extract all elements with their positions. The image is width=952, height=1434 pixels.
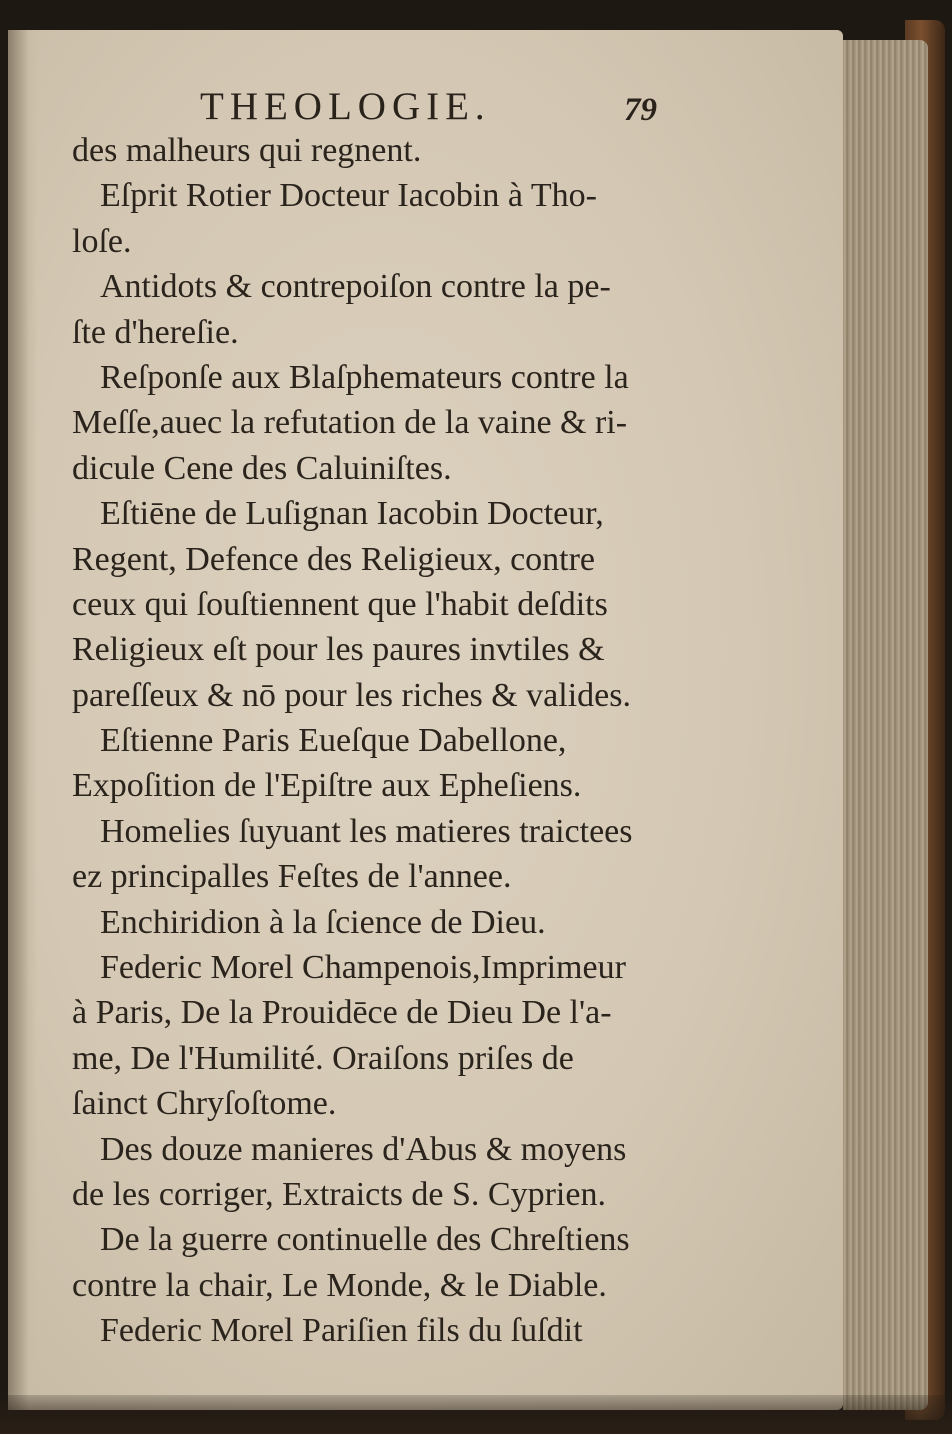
text-line: Eſtienne Paris Eueſque Dabellone, — [100, 722, 567, 760]
text-line: Reſponſe aux Blaſphemateurs contre la — [100, 358, 629, 396]
text-line: Religieux eſt pour les paures invtiles & — [72, 631, 605, 669]
text-line: Enchiridion à la ſcience de Dieu. — [100, 903, 546, 941]
text-line: pareſſeux & nō pour les riches & valides. — [72, 676, 631, 714]
page-text-block — [72, 80, 672, 1354]
text-line: à Paris, De la Prouidēce de Dieu De l'a- — [72, 994, 612, 1032]
text-line: ſainct Chryſoſtome. — [72, 1085, 337, 1123]
text-line: Expoſition de l'Epiſtre aux Epheſiens. — [72, 767, 582, 805]
text-line: loſe. — [72, 222, 132, 260]
text-line: Des douze manieres d'Abus & moyens — [100, 1130, 627, 1168]
text-line: Federic Morel Champenois,Imprimeur — [100, 949, 626, 987]
text-line: ceux qui ſouſtiennent que l'habit deſdits — [72, 585, 608, 623]
text-line: des malheurs qui regnent. — [72, 132, 422, 169]
text-line: Regent, Defence des Religieux, contre — [72, 540, 596, 578]
text-line: Eſtiēne de Luſignan Iacobin Docteur, — [100, 495, 604, 533]
text-line: Federic Morel Pariſien fils du ſuſdit — [100, 1312, 583, 1350]
text-line: De la guerre continuelle des Chreſtiens — [100, 1221, 630, 1259]
text-line: ez principalles Feſtes de l'annee. — [72, 858, 512, 896]
text-line: Eſprit Rotier Docteur Iacobin à Tho- — [100, 177, 597, 215]
text-line: contre la chair, Le Monde, & le Diable. — [72, 1266, 607, 1304]
page-fore-edge — [843, 40, 928, 1410]
text-line: Meſſe,auec la refutation de la vaine & ri- — [72, 404, 628, 442]
bottom-shadow — [0, 1395, 952, 1434]
page-number: 79 — [624, 92, 657, 128]
text-lines — [72, 128, 672, 1354]
text-line: de les corriger, Extraicts de S. Cyprien. — [72, 1175, 606, 1213]
page-header — [72, 80, 672, 140]
page-gutter — [8, 30, 38, 1410]
running-title: THEOLOGIE. — [200, 85, 491, 128]
text-line: ſte d'hereſie. — [72, 313, 239, 351]
text-line: dicule Cene des Caluiniſtes. — [72, 449, 452, 487]
text-line: me, De l'Humilité. Oraiſons priſes de — [72, 1039, 574, 1077]
text-line: Antidots & contrepoiſon contre la pe- — [100, 268, 611, 306]
text-line: Homelies ſuyuant les matieres traictees — [100, 812, 633, 850]
